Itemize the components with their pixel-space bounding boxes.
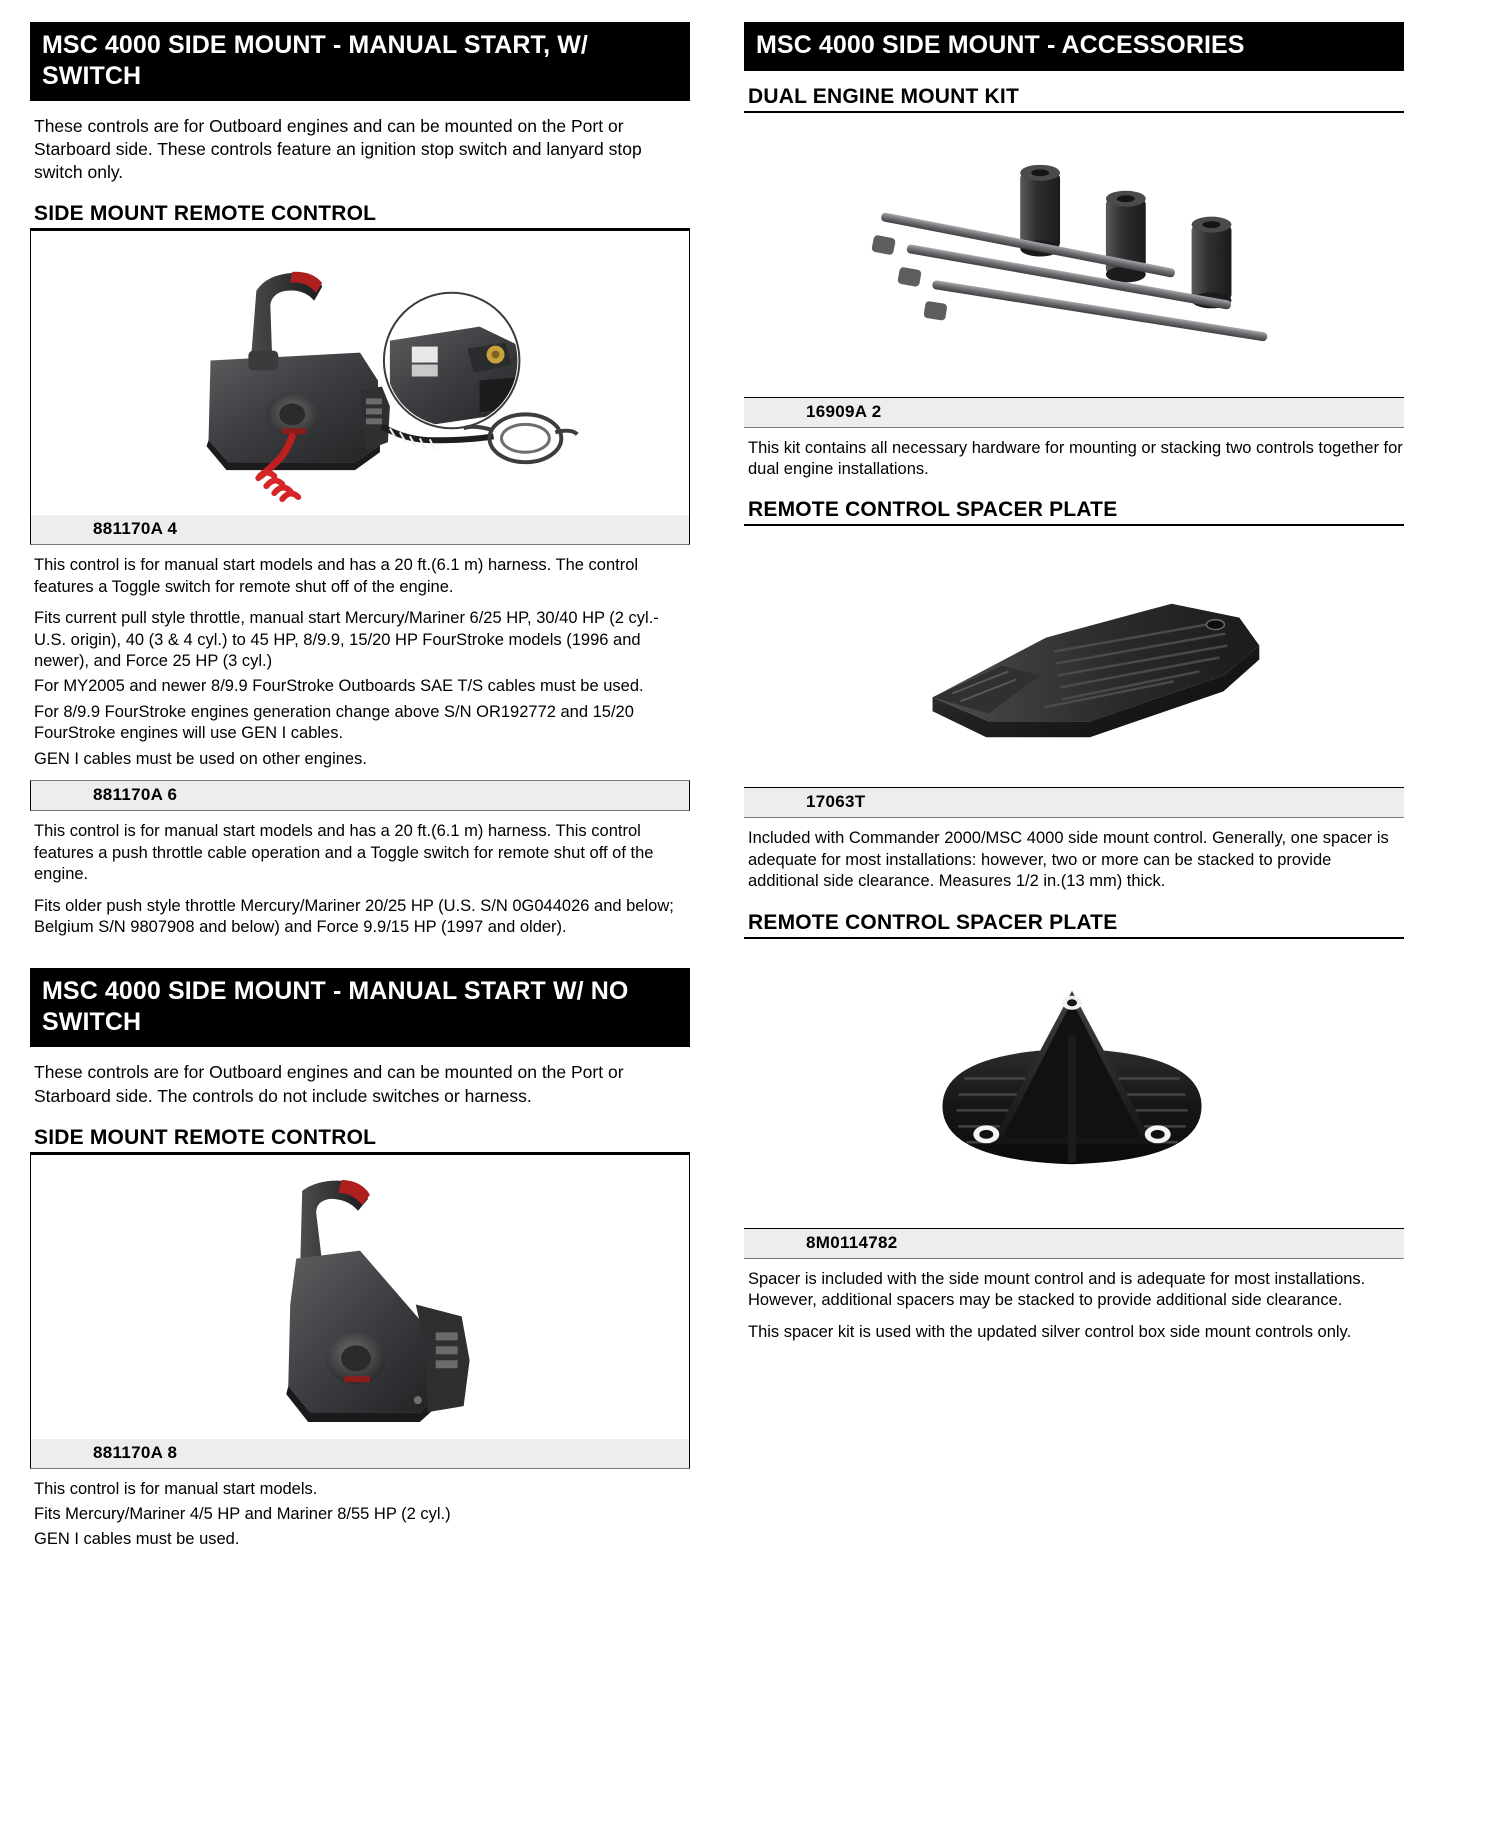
part-881170A6-desc-2: Fits older push style throttle Mercury/Mariner 20/25 HP (U.S. S/N 0G044026 and below; Belgium S/N 9807908 and below) and Force 9.9/15 HP (1997 and older). (34, 896, 674, 936)
section-banner-manual-start-with-switch: MSC 4000 SIDE MOUNT - MANUAL START, W/ SWITCH (30, 22, 690, 101)
part-number-881170A6: 881170A 6 (30, 780, 690, 811)
accessory-1-desc: This kit contains all necessary hardware for mounting or stacking two controls together for dual engine installations. (748, 438, 1403, 478)
accessory-1-subhead: DUAL ENGINE MOUNT KIT (744, 85, 1404, 113)
section2-subhead: SIDE MOUNT REMOTE CONTROL (30, 1126, 690, 1154)
accessory-3-desc-2: This spacer kit is used with the updated silver control box side mount controls only. (748, 1322, 1352, 1341)
figure-side-mount-remote-control-no-switch (30, 1154, 690, 1439)
right-column (744, 22, 1404, 1829)
part-881170A8-desc-2: Fits Mercury/Mariner 4/5 HP and Mariner 8/55 HP (2 cyl.) (34, 1505, 451, 1524)
part-881170A4-desc-4: For 8/9.9 FourStroke engines generation change above S/N OR192772 and 15/20 FourStroke engines will use GEN I cables. (34, 702, 634, 743)
accessory-3-desc-1: Spacer is included with the side mount control and is adequate for most installations. However, additional spacers may be stacked to provide additional side clearance. (748, 1269, 1366, 1310)
section1-subhead: SIDE MOUNT REMOTE CONTROL (30, 202, 690, 230)
figure-spacer-plate-wedge (744, 526, 1404, 788)
part-number-8M0114782: 8M0114782 (744, 1229, 1404, 1259)
figure-side-mount-remote-control (30, 230, 690, 515)
part-881170A4-desc-3: For MY2005 and newer 8/9.9 FourStroke Outboards SAE T/S cables must be used. (34, 677, 644, 696)
side-mount-remote-control-no-switch-image (31, 1155, 689, 1439)
accessory-2-subhead: REMOTE CONTROL SPACER PLATE (744, 498, 1404, 526)
part-number-16909A2: 16909A 2 (744, 398, 1404, 428)
part-881170A6-desc-1: This control is for manual start models and has a 20 ft.(6.1 m) harness. This control features a push throttle cable operation and a Toggle switch for remote shut off of the engine. (34, 822, 654, 884)
part-881170A4-desc-5: GEN I cables must be used on other engines. (34, 749, 367, 768)
accessory-2-desc: Included with Commander 2000/MSC 4000 side mount control. Generally, one spacer is adequate for most installations: however, two or more can be stacked to provide additional side clearance. Measures 1/2 in.(13 mm) thick. (748, 829, 1389, 891)
section-banner-manual-start-no-switch: MSC 4000 SIDE MOUNT - MANUAL START W/ NO SWITCH (30, 968, 690, 1047)
section-banner-accessories: MSC 4000 SIDE MOUNT - ACCESSORIES (744, 22, 1404, 71)
part-881170A4-desc-2: Fits current pull style throttle, manual start Mercury/Mariner 6/25 HP, 30/40 HP (2 cyl.- U.S. origin), 40 (3 & 4 cyl.) to 45 HP, 8/9.9, 15/20 HP FourStroke models (1996 and newer), and Force 25 HP (3 cyl.) (34, 609, 659, 671)
dual-engine-mount-kit-image (744, 113, 1404, 397)
section2-intro: These controls are for Outboard engines and can be mounted on the Port or Starboard side. The controls do not include switches or harness. (34, 1062, 624, 1106)
left-column (30, 22, 690, 1829)
figure-spacer-plate-oval (744, 939, 1404, 1229)
spacer-plate-wedge-image (744, 526, 1404, 787)
part-881170A8-desc-1: This control is for manual start models. (34, 1479, 318, 1498)
section1-intro: These controls are for Outboard engines and can be mounted on the Port or Starboard side. These controls feature an ignition stop switch and lanyard stop switch only. (34, 116, 642, 183)
spacer-plate-oval-image (744, 939, 1404, 1228)
part-881170A4-desc-1: This control is for manual start models and has a 20 ft.(6.1 m) harness. The control features a Toggle switch for remote shut off of the engine. (34, 556, 639, 596)
part-number-881170A8: 881170A 8 (30, 1439, 690, 1469)
accessory-3-subhead: REMOTE CONTROL SPACER PLATE (744, 911, 1404, 939)
side-mount-remote-control-image (31, 231, 689, 515)
part-number-17063T: 17063T (744, 788, 1404, 818)
figure-dual-engine-mount-kit (744, 113, 1404, 398)
part-number-881170A4: 881170A 4 (30, 515, 690, 545)
part-881170A8-desc-3: GEN I cables must be used. (34, 1530, 240, 1549)
